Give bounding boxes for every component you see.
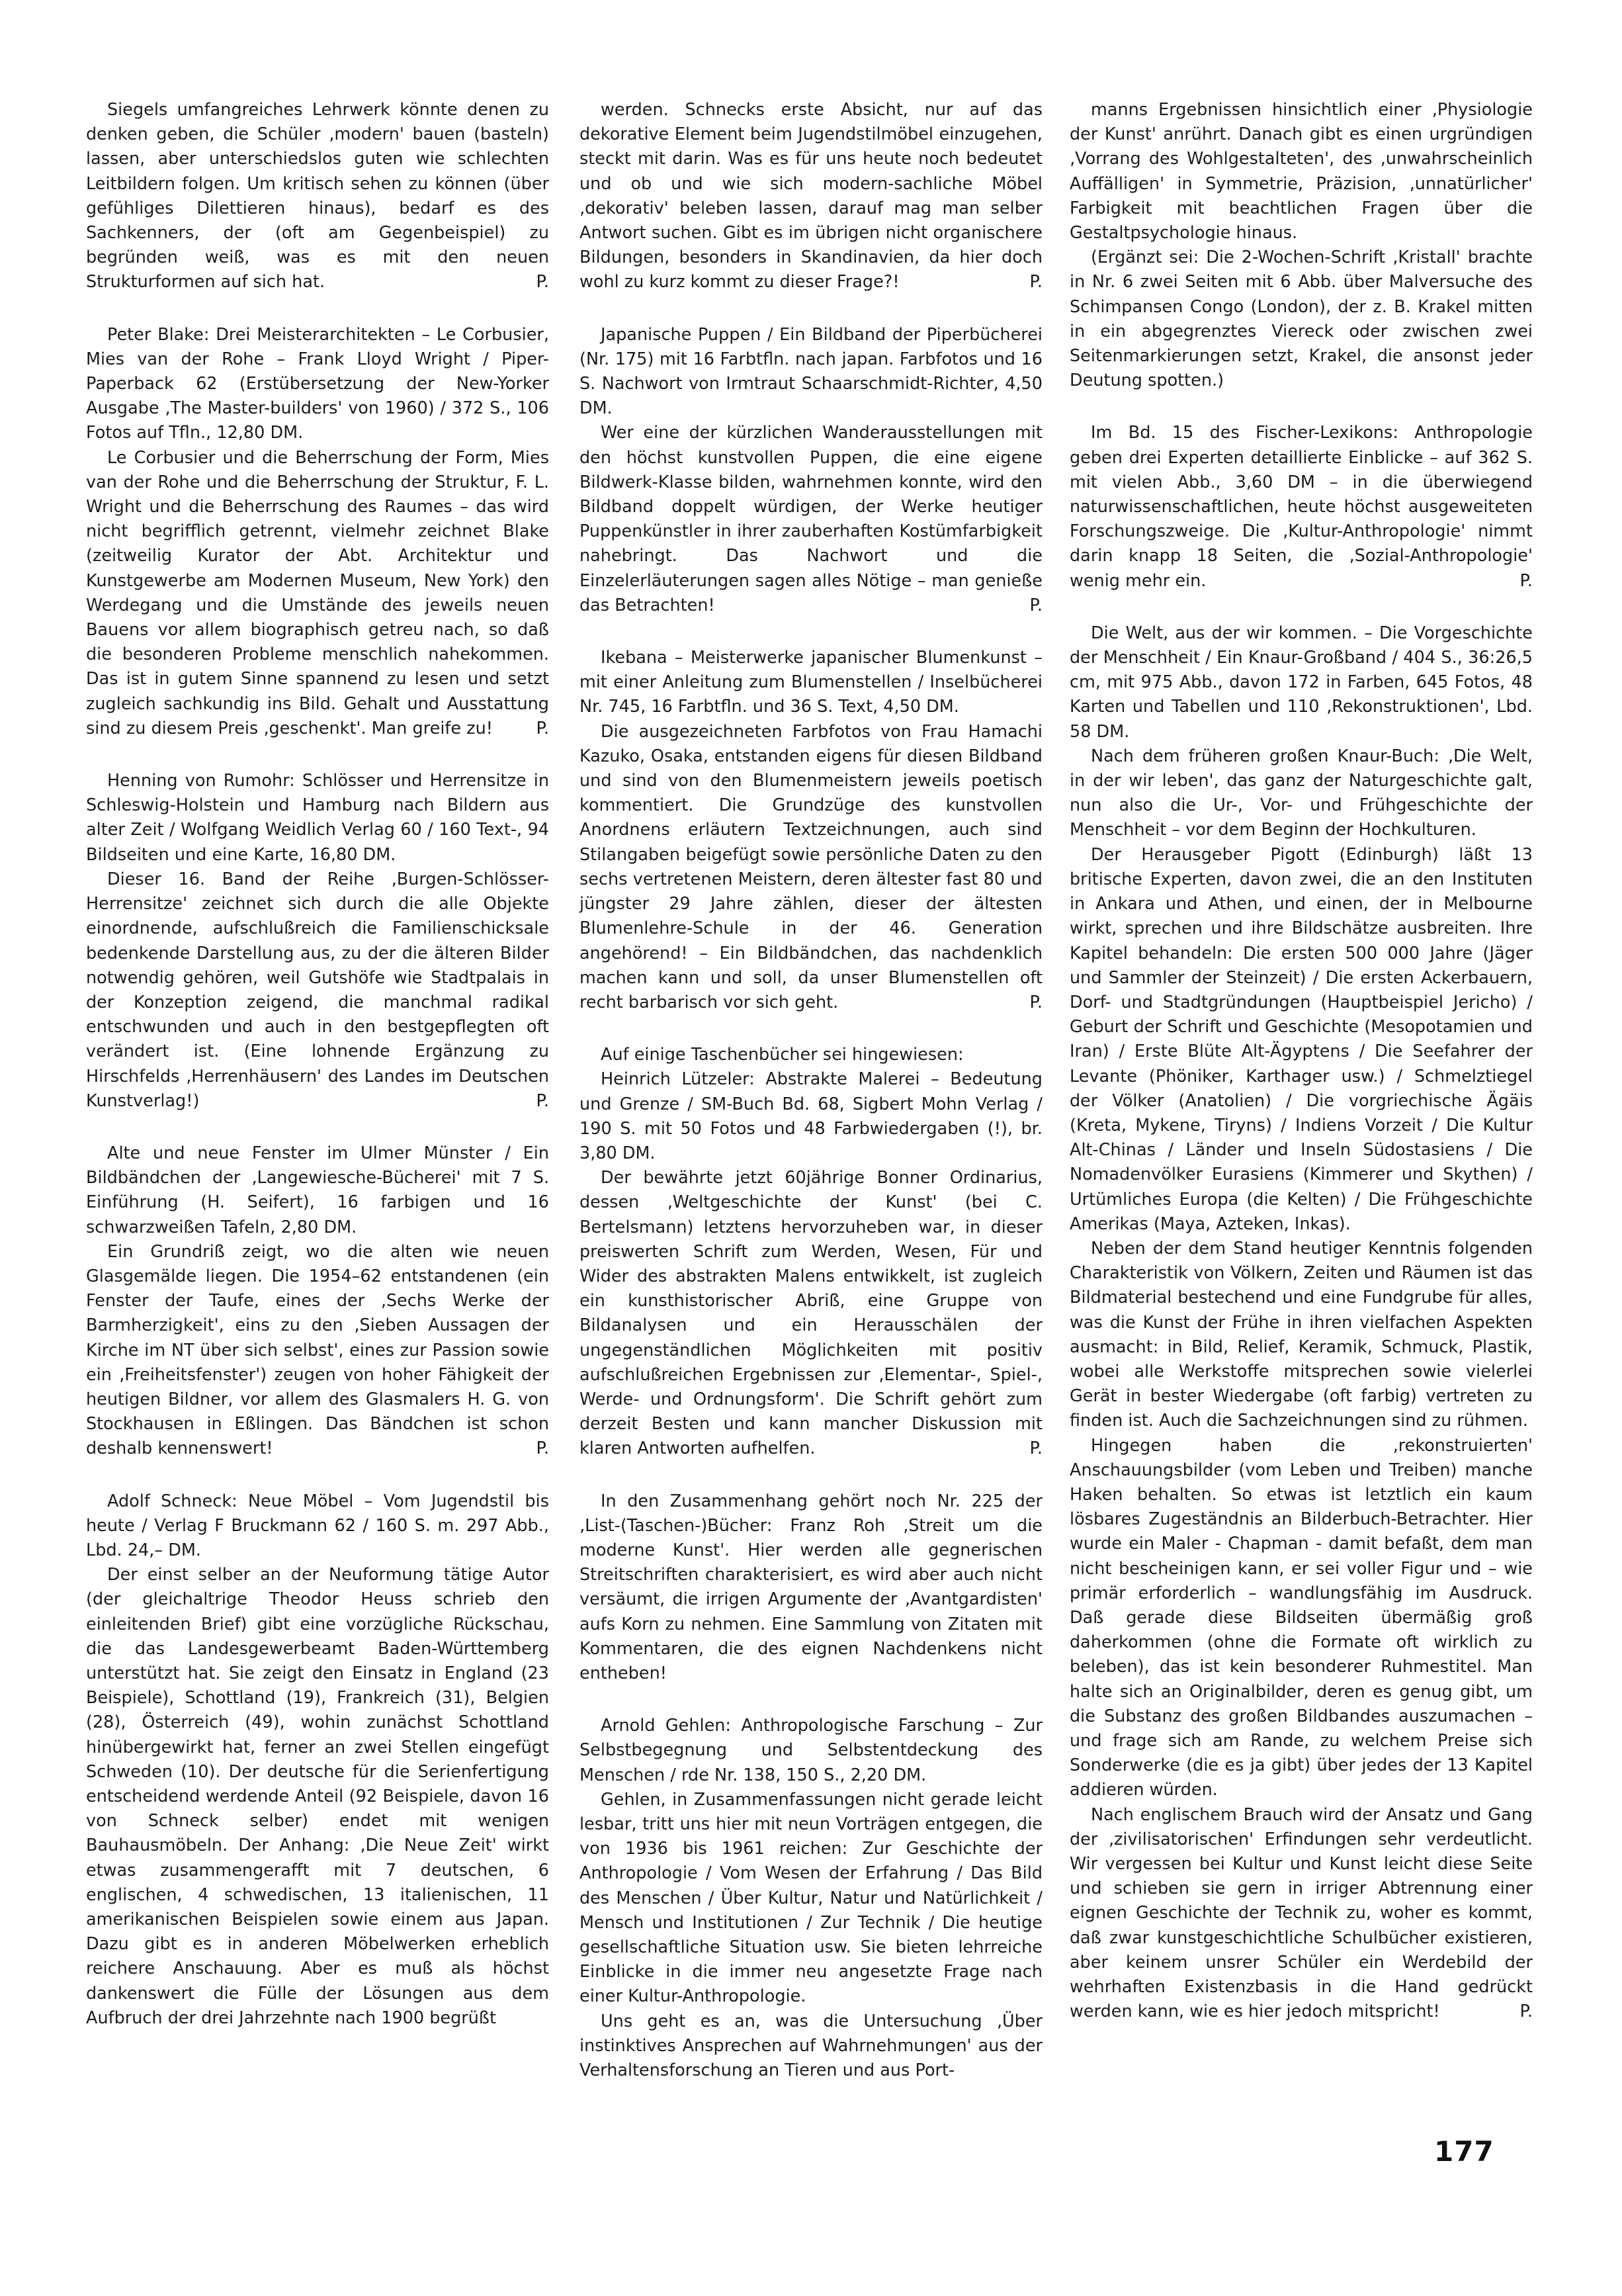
paragraph: Henning von Rumohr: Schlösser und Herrensitze in Schleswig-Holstein und Hamburg nach Bildern aus alter Zeit / Wolfgang Weidlich Verlag 60 / 160 Text-, 94 Bildseiten und eine Karte, 16,80 DM. <box>86 771 549 865</box>
review-entry <box>1070 98 1533 393</box>
paragraph: (Ergänzt sei: Die 2-Wochen-Schrift ‚Kristall' brachte in Nr. 6 zwei Seiten mit 6 Abb. über Malversuche des Schimpansen Congo (London), der z. B. Krakel mitten in ein abgegrenztes Viereck oder zwischen zwei Seitenmarkierungen setzt, Krakel, die ansonst jeder Deutung spotten.) <box>1070 247 1533 391</box>
paragraph: Hingegen haben die ‚rekonstruierten' Anschauungsbilder (vom Leben und Treiben) manche Haken behalten. So etwas ist letztlich ein kaum lösbares Zugeständnis an Bilderbuch-Betrachter. Hier wurde ein Maler - Chapman - damit befaßt, dem man nicht bescheinigen kann, er sei voller Figur und – wie primär erforderlich – wandlungsfähig im Ausdruck. Daß gerade diese Bildseiten übermäßig groß daherkommen (ohne die Formate oft wirklich zu beleben), das ist kein besonderer Ruhmestitel. Man halte sich an Originalbilder, deren es genug gibt, um die Substanz des großen Bildbandes auszumachen – und frage sich am Rande, zu welchem Preise sich Sonderwerke (die es ja gibt) über jedes der 13 Kapitel addieren würden. <box>1070 1435 1533 1800</box>
reviewer-signature: P. <box>1029 595 1043 615</box>
paragraph: Wer eine der kürzlichen Wanderausstellungen mit den höchst kunstvollen Puppen, die eine eigene Bildwerk-Klasse bilden, wahrnehmen konnte, wird den Bildband doppelt würdigen, der Werke heutiger Puppenkünstler in ihrer zauberhaften Kostümfarbigkeit nahebringt. Das Nachwort und die Einzelerläuterungen sagen alles Nötige – man genieße das Betrachten! P. <box>579 421 1043 618</box>
review-entry <box>579 323 1043 618</box>
paragraph: Auf einige Taschenbücher sei hingewiesen: <box>601 1045 964 1065</box>
paragraph: Der Herausgeber Pigott (Edinburgh) läßt 13 britische Experten, davon zwei, die an den Instituten in Ankara und Athen, und einen, der in Melbourne wirkt, sprechen und ihre Bildschätze ausbreiten. Ihre Kapitel behandeln: Die ersten 500 000 Jahre (Jäger und Sammler der Steinzeit) / Die ersten Ackerbauern, Dorf- und Stadtgründungen (Hauptbeispiel Jericho) / Geburt der Schrift und Geschichte (Mesopotamien und Iran) / Erste Blüte Alt-Ägyptens / Die Seefahrer der Levante (Phöniker, Karthager usw.) / Schmelztiegel der Völker (Anatolien) / Die vorgriechische Ägäis (Kreta, Mykene, Tiryns) / Indiens Vorzeit / Die Kultur Alt-Chinas / Länder und Inseln Südostasiens / Die Nomadenvölker Eurasiens (Kimmerer und Skythen) / Urtümliches Europa (die Kelten) / Die Frühgeschichte Amerikas (Maya, Azteken, Inkas). <box>1070 844 1533 1234</box>
review-entry <box>86 98 549 295</box>
column-3 <box>1070 98 1533 2052</box>
paragraph: Nach dem früheren großen Knaur-Buch: ‚Die Welt, in der wir leben', das ganz der Naturgeschichte galt, nun also die Ur-, Vor- und Frühgeschichte der Menschheit – vor dem Beginn der Hochkulturen. <box>1070 746 1533 840</box>
review-entry <box>579 1489 1043 1687</box>
review-entry <box>86 323 549 741</box>
reviewer-signature: P. <box>536 718 549 738</box>
column-2 <box>579 98 1043 2111</box>
review-entry <box>579 646 1043 1015</box>
review-entry <box>86 769 549 1114</box>
paragraph: Peter Blake: Drei Meisterarchitekten – Le Corbusier, Mies van der Rohe – Frank Lloyd Wright / Piper-Paperback 62 (Erstübersetzung der New-Yorker Ausgabe ‚The Master-builders' von 1960) / 372 S., 106 Fotos auf Tfln., 12,80 DM. <box>86 324 549 443</box>
page-number: 177 <box>1434 2135 1494 2168</box>
review-entry <box>1070 621 1533 2025</box>
review-entry <box>1070 421 1533 593</box>
reviewer-signature: P. <box>1029 992 1043 1012</box>
paragraph: Arnold Gehlen: Anthropologische Farschung – Zur Selbstbegegnung und Selbstentdeckung des Menschen / rde Nr. 138, 150 S., 2,20 DM. <box>579 1716 1043 1785</box>
paragraph: Ikebana – Meisterwerke japanischer Blumenkunst – mit einer Anleitung zum Blumenstellen / Inselbücherei Nr. 745, 16 Farbtfln. und 36 S. Text, 4,50 DM. <box>579 648 1043 717</box>
reviewer-signature: P. <box>536 1438 549 1459</box>
paragraph: Heinrich Lützeler: Abstrakte Malerei – Bedeutung und Grenze / SM-Buch Bd. 68, Sigbert Mohn Verlag / 190 S. mit 50 Fotos und 48 Farbwiedergaben (!), br. 3,80 DM. <box>579 1069 1043 1163</box>
column-1 <box>86 98 549 2058</box>
paragraph: Siegels umfangreiches Lehrwerk könnte denen zu denken geben, die Schüler ‚modern' bauen (basteln) lassen, aber unterschiedslos guten wie schlechten Leitbildern folgen. Um kritisch sehen zu können (über gefühliges Dilettieren hinaus), bedarf es des Sachkenners, der (oft am Gegenbeispiel) zu begründen weiß, was es mit den neuen Strukturformen auf sich hat. P. <box>86 98 549 295</box>
review-entry <box>579 1714 1043 2083</box>
paragraph: Nach englischem Brauch wird der Ansatz und Gang der ‚zivilisatorischen' Erfindungen sehr verdeutlicht. Wir vergessen bei Kultur und Kunst leicht diese Seite und schieben sie gern in irriger Abtrennung einer eignen Geschichte der Technik zu, woher es kommt, daß zwar kunstgeschichtliche Schulbücher existieren, aber keinem unsrer Schüler ein Werdebild der wehrhaften Existenzbasis in die Hand gedrückt werden kann, wie es hier jedoch mitspricht! P. <box>1070 1803 1533 2025</box>
paragraph: Ein Grundriß zeigt, wo die alten wie neuen Glasgemälde liegen. Die 1954–62 entstandenen (ein Fenster der Taufe, eines der ‚Sechs Werke der Barmherzigkeit', eins zu den ‚Sieben Aussagen der Kirche im NT über sich selbst', eines zur Passion sowie ein ‚Freiheitsfenster') zeugen von hoher Fähigkeit der heutigen Bildner, vor allem des Glasmalers H. G. von Stockhausen in Eßlingen. Das Bändchen ist schon deshalb kennenswert! P. <box>86 1240 549 1462</box>
reviewer-signature: P. <box>1519 570 1533 591</box>
review-entry <box>86 1141 549 1462</box>
paragraph: Uns geht es an, was die Untersuchung ‚Über instinktives Ansprechen auf Wahrnehmungen' aus der Verhaltensforschung an Tieren und aus Port- <box>579 2011 1043 2081</box>
reviewer-signature: P. <box>536 1090 549 1111</box>
review-entry <box>579 98 1043 295</box>
paragraph: manns Ergebnissen hinsichtlich einer ‚Physiologie der Kunst' anrührt. Danach gibt es einen urgründigen ‚Vorrang des Wohlgestalteten', des ‚unwahrscheinlich Auffälligen' in Symmetrie, Präzision, ‚unnatürlicher' Farbigkeit mit beachtlichen Fragen über die Gestaltpsychologie hinaus. <box>1070 100 1533 243</box>
reviewer-signature: P. <box>1519 2002 1533 2022</box>
paragraph: werden. Schnecks erste Absicht, nur auf das dekorative Element beim Jugendstilmöbel einzugehen, steckt mit darin. Was es für uns heute noch bedeutet und ob und wie sich modern-sachliche Möbel ‚dekorativ' beleben lassen, darauf mag man selber Antwort suchen. Gibt es im übrigen nicht organischere Bildungen, besonders in Skandinavien, da hier doch wohl zu kurz kommt zu dieser Frage?! P. <box>579 98 1043 295</box>
review-entry <box>579 1043 1043 1461</box>
paragraph: Die Welt, aus der wir kommen. – Die Vorgeschichte der Menschheit / Ein Knaur-Großband / 404 S., 36:26,5 cm, mit 975 Abb., davon 172 in Farben, 645 Fotos, 48 Karten und Tabellen und 110 ‚Rekonstruktionen', Lbd. 58 DM. <box>1070 623 1533 742</box>
reviewer-signature: P. <box>536 272 549 292</box>
paragraph: Im Bd. 15 des Fischer-Lexikons: Anthropologie geben drei Experten detaillierte Einblicke – auf 362 S. mit vielen Abb., 3,60 DM – in die überwiegend naturwissenschaftlichen, heute höchst ausgeweiteten Forschungszweige. Die ‚Kultur-Anthropologie' nimmt darin knapp 18 Seiten, die ‚Sozial-Anthropologie' wenig mehr ein. P. <box>1070 421 1533 593</box>
paragraph: Alte und neue Fenster im Ulmer Münster / Ein Bildbändchen der ‚Langewiesche-Bücherei' mit 7 S. Einführung (H. Seifert), 16 farbigen und 16 schwarzweißen Tafeln, 2,80 DM. <box>86 1143 549 1237</box>
paragraph: Der bewährte jetzt 60jährige Bonner Ordinarius, dessen ‚Weltgeschichte der Kunst' (bei C. Bertelsmann) letztens hervorzuheben war, in dieser preiswerten Schrift zum Werden, Wesen, Für und Wider des abstrakten Malens entwikkelt, ist zugleich ein kunsthistorischer Abriß, eine Gruppe von Bildanalysen und ein Herausschälen der ungegenständlichen Möglichkeiten mit positiv aufschlußreichen Ergebnissen zur ‚Elementar-, Spiel-, Werde- und Ordnungsform'. Die Schrift gehört zum derzeit Besten und kann mancher Diskussion mit klaren Antworten aufhelfen. P. <box>579 1166 1043 1461</box>
paragraph: In den Zusammenhang gehört noch Nr. 225 der ‚List-(Taschen-)Bücher: Franz Roh ‚Streit um die moderne Kunst'. Hier werden alle gegnerischen Streitschriften charakterisiert, es wird aber auch nicht versäumt, die irrigen Argumente der ‚Avantgardisten' aufs Korn zu nehmen. Eine Sammlung von Zitaten mit Kommentaren, die des eignen Nachdenkens nicht entheben! <box>579 1491 1043 1683</box>
review-entry <box>86 1489 549 2031</box>
reviewer-signature: P. <box>1029 1438 1043 1459</box>
paragraph: Gehlen, in Zusammenfassungen nicht gerade leicht lesbar, tritt uns hier mit neun Vorträgen entgegen, die von 1936 bis 1961 reichen: Zur Geschichte der Anthropologie / Vom Wesen der Erfahrung / Das Bild des Menschen / Über Kultur, Natur und Natürlichkeit / Mensch und Institutionen / Zur Technik / Die heutige gesellschaftliche Situation usw. Sie bieten lehrreiche Einblicke in die immer neu angesetzte Frage nach einer Kultur-Anthropologie. <box>579 1789 1043 2007</box>
paragraph: Adolf Schneck: Neue Möbel – Vom Jugendstil bis heute / Verlag F Bruckmann 62 / 160 S. m. 297 Abb., Lbd. 24,– DM. <box>86 1491 549 1560</box>
paragraph: Japanische Puppen / Ein Bildband der Piperbücherei (Nr. 175) mit 16 Farbtfln. nach japan. Farbfotos und 16 S. Nachwort von Irmtraut Schaarschmidt-Richter, 4,50 DM. <box>579 324 1043 419</box>
paragraph: Dieser 16. Band der Reihe ‚Burgen-Schlösser-Herrensitze' zeichnet sich durch die alle Objekte einordnende, aufschlußreich die Familienschicksale bedenkende Darstellung aus, zu der die älteren Bilder notwendig gehören, weil Gutshöfe wie Stadtpalais in der Konzeption zeigend, die manchmal radikal entschwunden und auch in den bestgepflegten oft verändert ist. (Eine lohnende Ergänzung zu Hirschfelds ‚Herrenhäusern' des Landes im Deutschen Kunstverlag!) P. <box>86 867 549 1114</box>
paragraph: Neben der dem Stand heutiger Kenntnis folgenden Charakteristik von Völkern, Zeiten und Räumen ist das Bildmaterial bestechend und eine Fundgrube für alles, was die Kunst der Frühe in ihren vielfachen Aspekten ausmacht: in Bild, Relief, Keramik, Schmuck, Plastik, wobei alle Werkstoffe mitsprechen sowie vielerlei Gerät in bester Wiedergabe (oft farbig) vertreten zu finden ist. Auch die Sachzeichnungen sind zu rühmen. <box>1070 1238 1533 1431</box>
reviewer-signature: P. <box>1029 272 1043 292</box>
paragraph: Der einst selber an der Neuformung tätige Autor (der gleichaltrige Theodor Heuss schrieb den einleitenden Brief) gibt eine vorzügliche Rückschau, die das Landesgewerbeamt Baden-Württemberg unterstützt hat. Sie zeigt den Einsatz in England (23 Beispiele), Schottland (19), Frankreich (31), Belgien (28), Österreich (49), wohin zunächst Schottland hinübergewirkt hat, ferner an zwei Stellen eingefügt Schweden (10). Der deutsche für die Serienfertigung entscheidend werdende Anteil (92 Beispiele, davon 16 von Schneck selber) endet mit wenigen Bauhausmöbeln. Der Anhang: ‚Die Neue Zeit' wirkt etwas zusammengerafft mit 7 deutschen, 6 englischen, 4 schwedischen, 13 italienischen, 11 amerikanischen Beispielen sowie einem aus Japan. Dazu gibt es in anderen Möbelwerken erheblich reichere Anschauung. Aber es muß als höchst dankenswert die Fülle der Lösungen aus dem Aufbruch der drei Jahrzehnte nach 1900 begrüßt <box>86 1565 549 2028</box>
paragraph: Die ausgezeichneten Farbfotos von Frau Hamachi Kazuko, Osaka, entstanden eigens für diesen Bildband und sind von den Blumenmeistern jeweils poetisch kommentiert. Die Grundzüge des kunstvollen Anordnens erläutern Textzeichnungen, auch sind Stilangaben beigefügt sowie persönliche Daten zu den sechs vertretenen Meistern, deren ältester fast 80 und jüngster 29 Jahre zählen, dieser der ältesten Blumenlehre-Schule in der 46. Generation angehörend! – Ein Bildbändchen, das nachdenklich machen kann und soll, da unser Blumenstellen oft recht barbarisch vor sich geht. P. <box>579 720 1043 1015</box>
paragraph: Le Corbusier und die Beherrschung der Form, Mies van der Rohe und die Beherrschung der Struktur, F. L. Wright und die Beherrschung des Raumes – das wird nicht begrifflich getrennt, vielmehr zeichnet Blake (zeitweilig Kurator der Abt. Architektur und Kunstgewerbe am Modernen Museum, New York) den Werdegang und die Umstände des jeweils neuen Bauens vor allem biographisch getreu nach, so daß die besonderen Probleme menschlich nahekommen. Das ist in gutem Sinne spannend zu lesen und setzt zugleich sachkundig ins Bild. Gehalt und Ausstattung sind zu diesem Preis ‚geschenkt'. Man greife zu! P. <box>86 446 549 741</box>
